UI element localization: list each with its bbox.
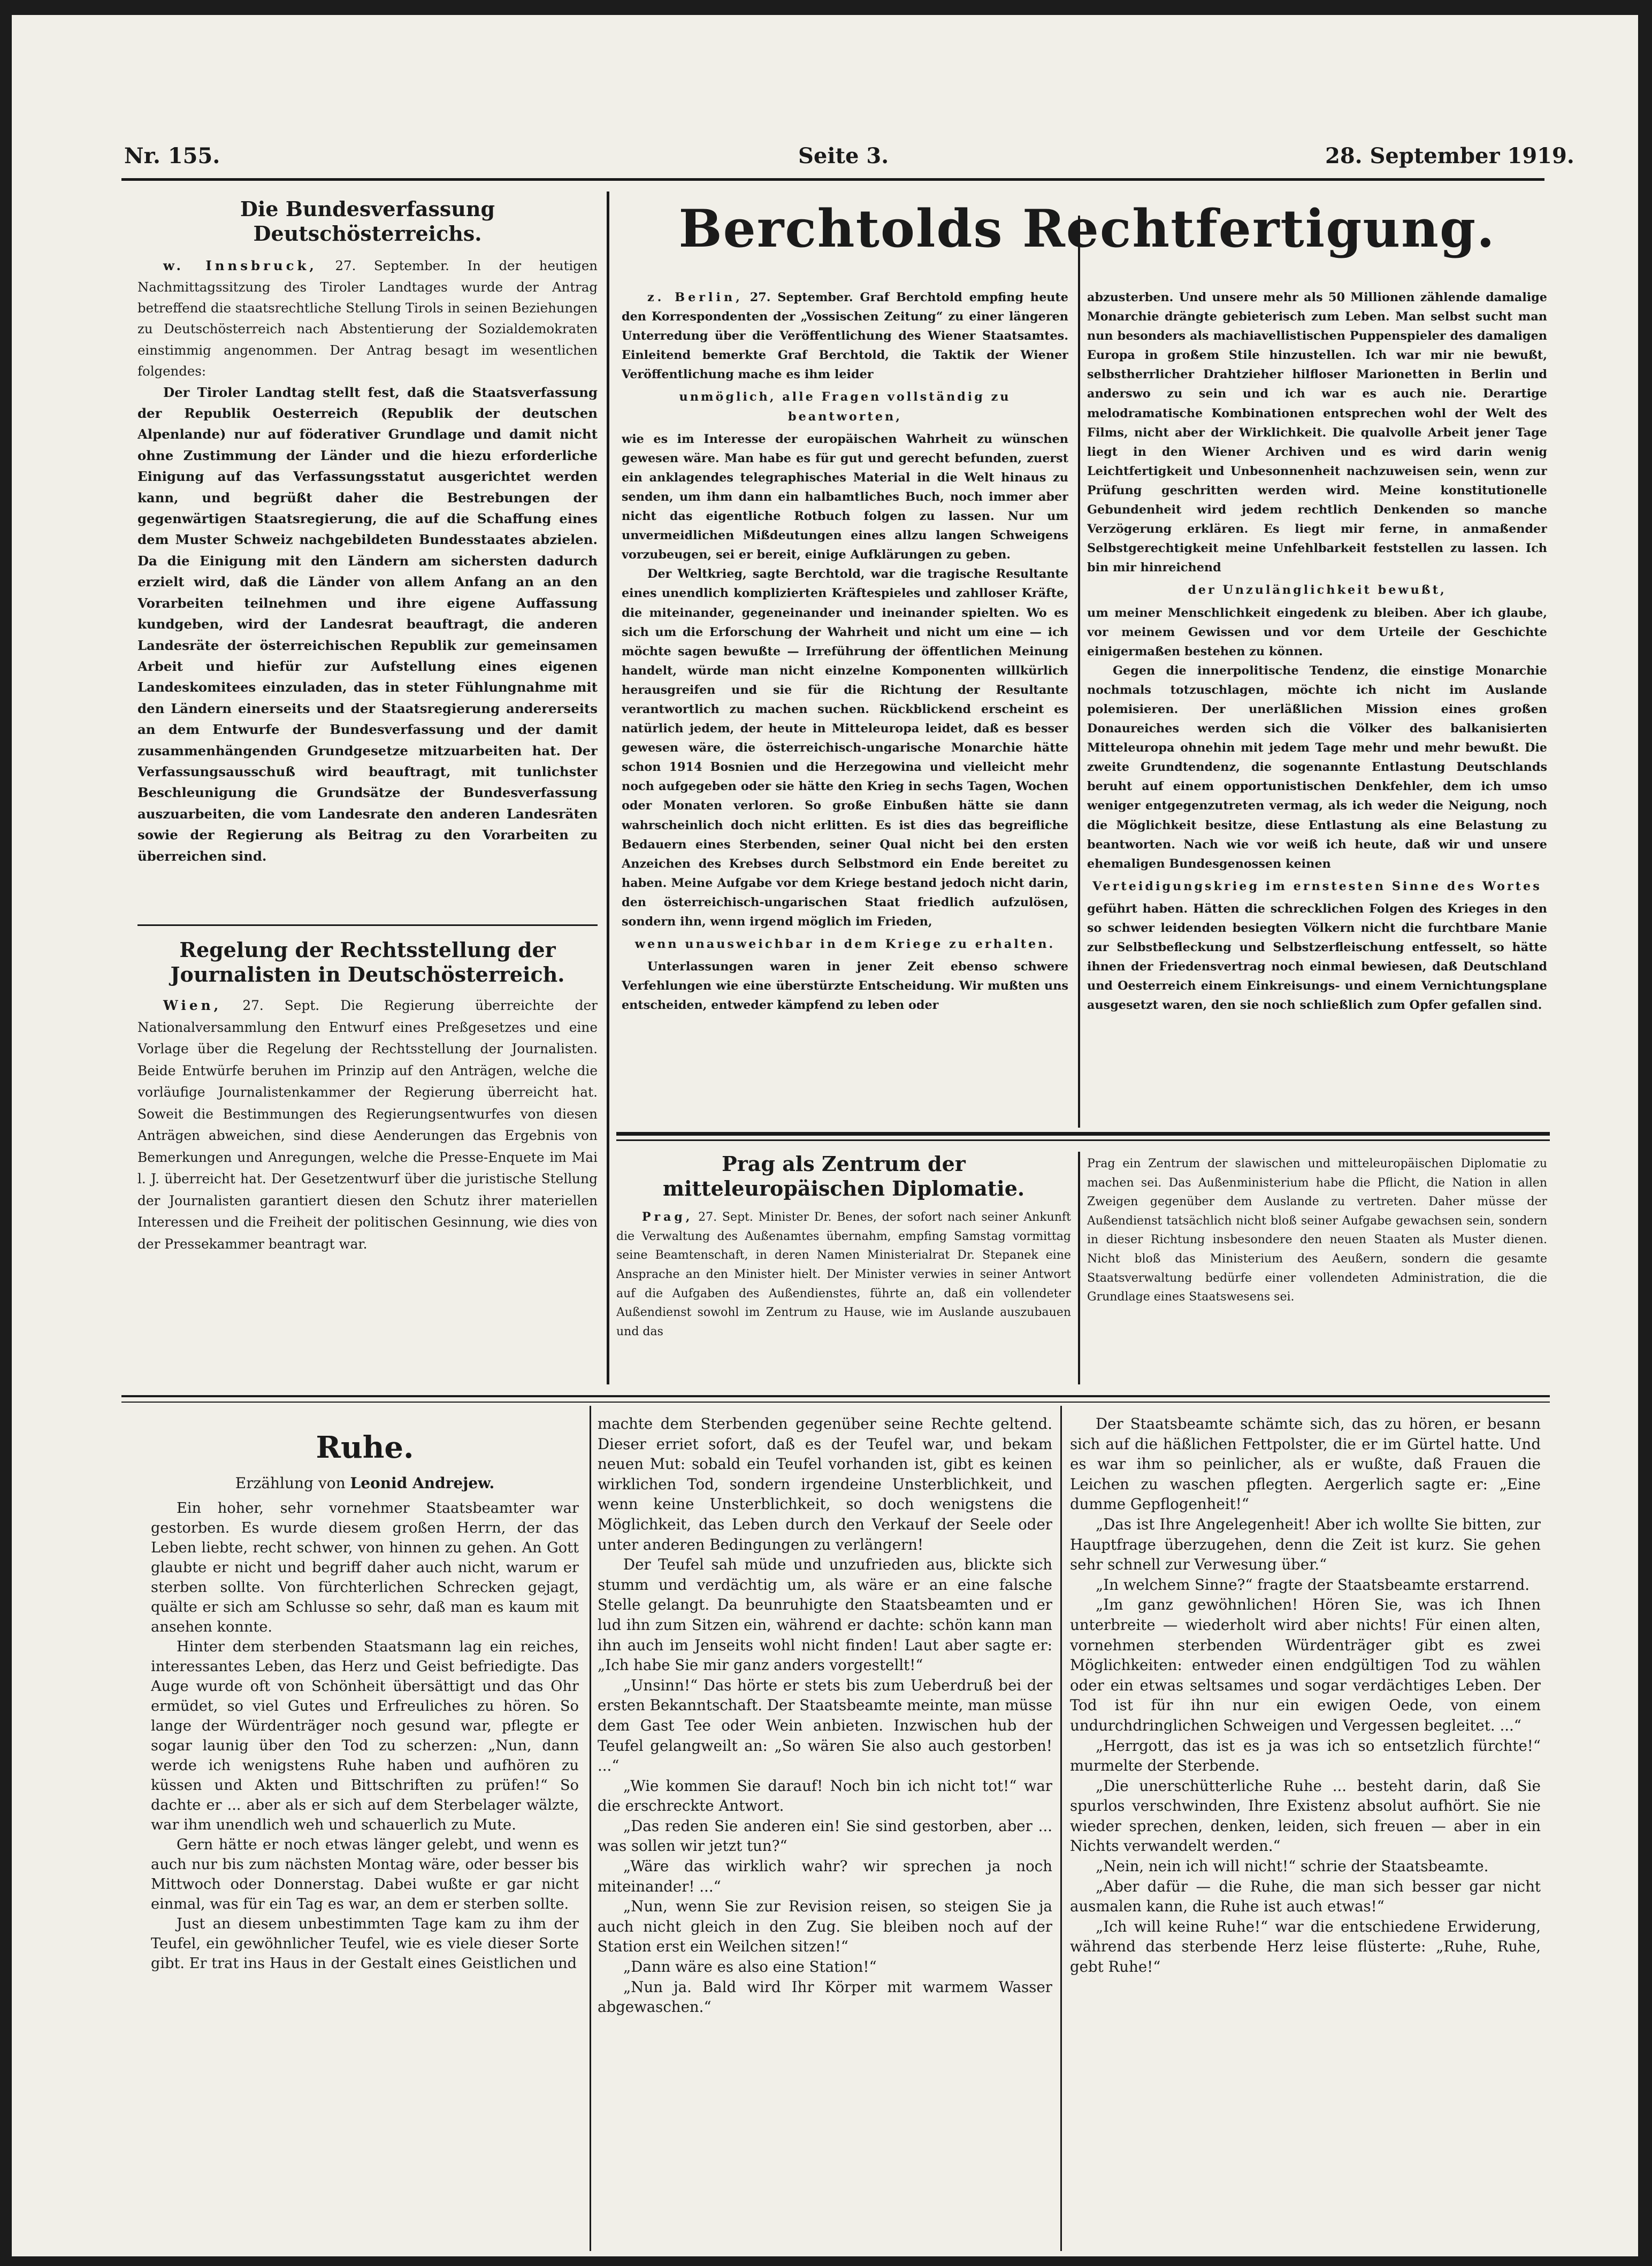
story-body — [151, 1498, 579, 2242]
paragraph: 27. Sept. Minister Dr. Benes, der sofort nach seiner Ankunft die Verwaltung des Außenamtes übernahm, empfing Samstag vormittag seine Beamtenschaft, in deren Namen Ministerialrat Dr. Stepanek eine Ansprache an den Minister hielt. Der Minister verwies in seiner Antwort auf die Aufgaben des Außendienstes, führte an, daß ein vollendeter Außendienst sowohl im Zentrum zu Hause, wie im Auslande auszubauen und das — [616, 1211, 1071, 1338]
article-prag — [616, 1152, 1071, 1379]
emphasis-line: wenn unausweichbar in dem Kriege zu erhalten. — [634, 937, 1056, 952]
paragraph: „Die unerschütterliche Ruhe ... besteht darin, daß Sie spurlos verschwinden, Ihre Existenz absolut aufhört. Sie nie wieder sprechen, denken, leiden, sich freuen — aber in ein Nichts verwandelt werden.“ — [1070, 1777, 1541, 1855]
feuilleton-rule — [121, 1395, 1550, 1397]
article-column — [622, 288, 1068, 1122]
paragraph: Der Weltkrieg, sagte Berchtold, war die tragische Resultante eines unendlich komplizierten Kräftespieles und zahlloser Kräfte, die miteinander, gegeneinander und ineinander spielten. Wo es sich um die Erforschung der Wahrheit und nicht um eine — ich möchte sagen bewußte — Irreführung der öffentlichen Meinung handelt, würde man nicht einzelne Komponenten willkürlich herausgreifen und sie für die Richtung der Resultante verantwortlich zu machen suchen. Rückblickend erscheint es natürlich jedem, der heute in Mitteleuropa leidet, daß es besser gewesen wäre, die österreichisch-ungarische Monarchie hätte schon 1914 Bosnien und die Herzegowina und vielleicht mehr noch aufgegeben oder sie hätte den Krieg in sechs Tagen, Wochen oder Monaten verloren. So große Einbußen hätte sie dann wahrscheinlich doch nicht erlitten. Es ist dies das begreifliche Bedauern eines Sterbenden, seiner Qual nicht bei den ersten Anzeichen des Krebses durch Selbstmord ein Ende bereitet zu haben. Meine Aufgabe vor dem Kriege bestand jedoch nicht darin, den österreichisch-ungarischen Staat friedlich aufzulösen, sondern ihn, wenn irgend möglich im Frieden, — [622, 567, 1068, 929]
byline — [151, 1474, 579, 1492]
article-journalisten — [137, 938, 598, 1337]
paragraph: „Nein, nein ich will nicht!“ schrie der Staatsbeamte. — [1096, 1857, 1489, 1875]
article-title: Berchtolds Rechtfertigung. — [678, 198, 1496, 259]
column-divider — [590, 1406, 591, 2251]
paragraph: „Aber dafür — die Ruhe, die man sich besser gar nicht ausmalen kann, die Ruhe ist auch etwas!“ — [1070, 1877, 1541, 1916]
article-title: Regelung der Rechtsstellung der Journalisten in Deutschösterreich. — [170, 938, 565, 986]
header-rule — [121, 178, 1544, 181]
dateline: w. Innsbruck, — [163, 258, 317, 274]
paragraph: machte dem Sterbenden gegenüber seine Rechte geltend. Dieser erriet sofort, daß es der Teufel war, und bekam neuen Mut: sobald ein Teufel vorhanden ist, gibt es keinen wirklichen Tod, sondern irgendeine Unsterblichkeit, und wenn keine Unsterblichkeit, so doch wenigstens die Möglichkeit, das Leben durch den Verkauf der Seele oder unter anderen Bedingungen zu verlängern! — [598, 1415, 1052, 1553]
article-rule — [137, 924, 598, 926]
issue-number: Nr. 155. — [124, 143, 220, 169]
newspaper-page — [12, 15, 1638, 2256]
paragraph: „Herrgott, das ist es ja was ich so entsetzlich fürchte!“ murmelte der Sterbende. — [1070, 1736, 1541, 1775]
emphasis-line: Verteidigungskrieg im ernstesten Sinne des Wortes — [1092, 879, 1542, 893]
paragraph: Der Teufel sah müde und unzufrieden aus, blickte sich stumm und verdächtig um, als wäre er an eine falsche Stelle gelangt. Da beunruhigte den Staatsbeamten und er lud ihn zum Sitzen ein, während er dachte: schön kann man ihn auch im Jenseits wohl nicht finden! Laut aber sagte er: „Ich habe Sie mir ganz anders vorgestellt!“ — [598, 1556, 1052, 1674]
article-title: Prag als Zentrum der mitteleuropäischen Diplomatie. — [662, 1152, 1025, 1200]
paragraph: Gegen die innerpolitische Tendenz, die einstige Monarchie nochmals totzuschlagen, möchte ich nicht im Auslande polemisieren. Der unerläßlichen Mission eines großen Donaureiches werden sich die Völker des balkanisierten Mitteleuropa ohnehin mit jedem Tage mehr und mehr bewußt. Die zweite Grundtendenz, die sogenannte Entlastung Deutschlands beruht auf einem opportunistischen Denkfehler, dem ich umso weniger entgegenzutreten vermag, als ich weder die Neigung, noch die Möglichkeit besitze, diese Entlastung als eine Belastung zu beantworten. Nach wie vor weiß ich heute, daß wir und unsere ehemaligen Bundesgenossen keinen — [1087, 663, 1547, 871]
paragraph: Unterlassungen waren in jener Zeit ebenso schwere Verfehlungen wie eine überstürzte Entscheidung. Wir mußten uns entscheiden, entweder kämpfend zu leben oder — [622, 960, 1068, 1013]
paragraph: „Im ganz gewöhnlichen! Hören Sie, was ich Ihnen unterbreite — wiederholt wird aber nichts! Für einen alten, vornehmen sterbenden Würdenträger gibt es zwei Möglichkeiten: entweder einen endgültigen Tod zu wählen oder ein etwas seltsames und sogar verdächtiges Leben. Der Tod ist für ihn nur ein ewigen Oede, von einem undurchdringlichen Schweigen und Vergessen begleitet. ...“ — [1070, 1596, 1541, 1734]
article-column — [1087, 288, 1547, 1122]
dateline: z. Berlin, — [647, 290, 743, 304]
feuilleton-rule — [121, 1402, 1550, 1403]
article-title: Die Bundesverfassung Deutschösterreichs. — [240, 197, 495, 246]
article-column — [1087, 1154, 1547, 1379]
column-divider — [1078, 1152, 1080, 1384]
paragraph: „Nun, wenn Sie zur Revision reisen, so steigen Sie ja auch nicht gleich in den Zug. Sie bleiben noch auf der Station erst ein Weilchen sitzen!“ — [598, 1897, 1052, 1956]
story-title: Ruhe. — [316, 1430, 414, 1465]
column-divider — [1078, 216, 1080, 1128]
article-bundesverfassung — [137, 197, 598, 961]
paragraph: geführt haben. Hätten die schrecklichen Folgen des Krieges in den so schwer leidenden besiegten Völkern nicht die furchtbare Manie zur Selbstbefleckung und Selbstzerfleischung entfesselt, so hätte ihnen der Friedensvertrag noch einmal bewiesen, daß Deutschland und Oesterreich einem Einkreisungs- und einem Vernichtungsplane ausgesetzt waren, den sie noch schließlich zum Opfer gefallen sind. — [1087, 901, 1547, 1013]
paragraph: abzusterben. Und unsere mehr als 50 Millionen zählende damalige Monarchie drängte gebieterisch zum Leben. Man selbst sucht man nun besonders als machiavellistischen Puppenspieler des damaligen Europa in großem Stile hinzustellen. Ich war mir nie bewußt, selbstherrlicher Drahtzieher hilfloser Marionetten in Berlin und anderswo zu sein und ich war es auch nie. Derartige melodramatische Kombinationen entsprechen wohl der Welt des Films, nicht aber der Wirklichkeit. Die qualvolle Arbeit jener Tage liegt in den Wiener Archiven und es wird darin wenig Leichtfertigkeit und Unbesonnenheit nachzuweisen sein, wenn zur Prüfung geschritten werden wird. Meine konstitutionelle Gebundenheit wird jedem rechtlich Denkenden so manche Verzögerung erklären. Es liegt mir ferne, in anmaßender Selbstgerechtigkeit meine Unfehlbarkeit feststellen zu lassen. Ich bin mir hinreichend — [1087, 290, 1547, 575]
dateline: Wien, — [163, 998, 222, 1014]
paragraph: 27. September. Graf Berchtold empfing heute den Korrespondenten der „Vossischen Zeitung“ zu einer längeren Unterredung über die Veröffentlichung des Wiener Staatsamtes. Einleitend bemerkte Graf Berchtold, die Taktik der Wiener Veröffentlichung mache es ihm leider — [622, 290, 1068, 382]
paragraph: 27. Sept. Die Regierung überreichte der Nationalversammlung den Entwurf eines Preßgesetzes und eine Vorlage über die Regelung der Rechtsstellung der Journalisten. Beide Entwürfe beruhen im Prinzip auf den Anträgen, welche die vorläufige Journalistenkammer der Regierung überreicht hat. Soweit die Bestimmungen des Regierungsentwurfes von diesen Anträgen abweichen, sind diese Aenderungen das Ergebnis von Bemerkungen und Anregungen, welche die Presse-Enquete im Mai l. J. überreicht hat. Der Gesetzentwurf über die juristische Stellung der Journalisten garantiert diesen den Schutz ihrer materiellen Interessen und die Freiheit der politischen Gesinnung, wie dies von der Pressekammer beantragt war. — [137, 998, 598, 1252]
column-divider — [1060, 1406, 1062, 2251]
paragraph: „Wie kommen Sie darauf! Noch bin ich nicht tot!“ war die erschreckte Antwort. — [598, 1777, 1052, 1815]
paragraph: wie es im Interesse der europäischen Wahrheit zu wünschen gewesen wäre. Man habe es für gut und gerecht befunden, zuerst ein anklagendes telegraphisches Material in die Welt hinaus zu senden, um ihm dann ein halbamtliches Buch, noch immer aber nicht das eigentliche Rotbuch folgen zu lassen. Nur um unvermeidlichen Mißdeutungen eines allzu langen Schweigens vorzubeugen, sei er bereit, einige Aufklärungen zu geben. — [622, 432, 1068, 562]
emphasis-line: der Unzulänglichkeit bewußt, — [1188, 583, 1447, 598]
column-divider — [607, 192, 609, 1384]
paragraph: „Dann wäre es also eine Station!“ — [623, 1958, 877, 1976]
paragraph: „In welchem Sinne?“ fragte der Staatsbeamte erstarrend. — [1096, 1575, 1530, 1594]
page-number: Seite 3. — [798, 143, 889, 169]
paragraph: „Wäre das wirklich wahr? wir sprechen ja noch miteinander! ...“ — [598, 1857, 1052, 1895]
article-body — [137, 255, 598, 961]
byline-label: Erzählung von — [235, 1474, 346, 1492]
paragraph: „Ich will keine Ruhe!“ war die entschiedene Erwiderung, während das sterbende Herz leise flüsterte: „Ruhe, Ruhe, gebt Ruhe!“ — [1070, 1917, 1541, 1976]
paragraph: um meiner Menschlichkeit eingedenk zu bleiben. Aber ich glaube, vor meinem Gewissen und vor dem Urteile der Geschichte einigermaßen bestehen zu können. — [1087, 606, 1547, 659]
article-rule — [616, 1139, 1550, 1141]
emphasis-line: unmöglich, alle Fragen vollständig zu beantworten, — [679, 390, 1011, 424]
article-berchtold — [622, 192, 1552, 266]
dateline: Prag, — [642, 1210, 693, 1224]
paragraph: „Nun ja. Bald wird Ihr Körper mit warmem Wasser abgewaschen.“ — [598, 1978, 1052, 2016]
paragraph: Der Tiroler Landtag stellt fest, daß die Staatsverfassung der Republik Oesterreich (Republik der deutschen Alpenlande) nur auf föderativer Grundlage und damit nicht ohne Zustimmung der Länder und die hiezu erforderliche Einigung auf das Verfassungsstatut ausgerichtet werden kann, und begrüßt daher die Bestrebungen der gegenwärtigen Staatsregierung, die auf die Schaffung eines dem Muster Schweiz nachgebildeten Bundesstaates abzielen. Da die Einigung mit den Ländern am sichersten dadurch erzielt wird, daß die Länder von allem Anfang an an den Vorarbeiten teilnehmen und ihre eigene Auffassung kundgeben, wird der Landesrat beauftragt, die anderen Landesräte der österreichischen Republik zur gemeinsamen Arbeit und hiefür zur Aufstellung eines eigenen Landeskomitees einzuladen, das in steter Fühlungnahme mit den Ländern einerseits und der Staatsregierung andererseits an dem Entwurfe der Bundesverfassung und der damit zusammenhängenden Grundgesetze mitzuarbeiten hat. Der Verfassungsausschuß wird beauftragt, mit tunlichster Beschleunigung die Grundsätze der Bundesverfassung auszuarbeiten, die vom Landesrate den anderen Landesräten sowie der Regierung als Beitrag zu den Vorarbeiten zu überreichen sind. — [137, 384, 598, 864]
feuilleton-column — [151, 1419, 579, 2242]
article-body — [616, 1208, 1071, 1379]
issue-date: 28. September 1919. — [1325, 143, 1574, 169]
paragraph: „Das reden Sie anderen ein! Sie sind gestorben, aber ... was sollen wir jetzt tun?“ — [598, 1817, 1052, 1855]
paragraph: 27. September. In der heutigen Nachmittagssitzung des Tiroler Landtages wurde der Antrag betreffend die staatsrechtliche Stellung Tirols in seinen Beziehungen zu Deutschösterreich nach Abstentierung der Sozialdemokraten einstimmig angenommen. Der Antrag besagt im wesentlichen folgendes: — [137, 258, 598, 379]
feuilleton-column — [598, 1414, 1052, 2248]
paragraph: Gern hätte er noch etwas länger gelebt, und wenn es auch nur bis zum nächsten Montag wäre, oder besser bis Mittwoch oder Donnerstag. Dabei wußte er gar nicht einmal, was für ein Tag es war, an dem er sterben sollte. — [151, 1836, 579, 1913]
paragraph: Ein hoher, sehr vornehmer Staatsbeamter war gestorben. Es wurde diesem großen Herrn, der das Leben liebte, recht schwer, von hinnen zu gehen. An Gott glaubte er nicht und begriff daher auch nicht, warum er sterben sollte. Von fürchterlichen Schrecken gejagt, quälte er sich am Schlusse so sehr, daß man es kaum mit ansehen konnte. — [151, 1500, 579, 1636]
article-rule — [616, 1132, 1550, 1136]
paragraph: Just an diesem unbestimmten Tage kam zu ihm der Teufel, ein gewöhnlicher Teufel, wie es viele dieser Sorte gibt. Er trat ins Haus in der Gestalt eines Geistlichen und — [151, 1916, 579, 1972]
paragraph: „Unsinn!“ Das hörte er stets bis zum Ueberdruß bei der ersten Bekanntschaft. Der Staatsbeamte meinte, man müsse dem Gast Tee oder Wein anbieten. Inzwischen hub der Teufel gelangweilt an: „So wären Sie also auch gestorben! ...“ — [598, 1676, 1052, 1775]
paragraph: Hinter dem sterbenden Staatsmann lag ein reiches, interessantes Leben, das Herz und Geist befriedigte. Das Auge wurde oft von Schönheit übersättigt und das Ohr ermüdet, so viel Gutes und Erfreuliches zu hören. So lange der Würdenträger noch gesund war, pflegte er sogar launig über den Tod zu scherzen: „Nun, dann werde ich wenigstens Ruhe haben und aufhören zu küssen und Akten und Bittschriften zu prüfen!“ So dachte er ... aber als er sich auf dem Sterbelager wälzte, war ihm unendlich weh und schauerlich zu Mute. — [151, 1639, 579, 1834]
feuilleton-column — [1070, 1414, 1541, 2248]
paragraph: „Das ist Ihre Angelegenheit! Aber ich wollte Sie bitten, zur Hauptfrage überzugehen, denn die Zeit ist kurz. Sie gehen sehr schnell zur Verwesung über.“ — [1070, 1515, 1541, 1574]
author-name: Leonid Andrejew. — [350, 1474, 495, 1492]
paragraph: Prag ein Zentrum der slawischen und mitteleuropäischen Diplomatie zu machen sei. Das Außenministerium habe die Pflicht, die Nation in allen Zweigen gegenüber dem Auslande zu vertreten. Daher müsse der Außendienst tatsächlich nicht bloß seiner Aufgabe gewachsen sein, sondern in dieser Richtung insbesondere den neuen Staaten als Muster dienen. Nicht bloß das Ministerium des Aeußern, sondern die gesamte Staatsverwaltung bedürfe einer vollendeten Administration, die die Grundlage eines Staatswesens sei. — [1087, 1157, 1547, 1304]
paragraph: Der Staatsbeamte schämte sich, das zu hören, er besann sich auf die häßlichen Fettpolster, die er im Gürtel hatte. Und es war ihm so peinlicher, als er wußte, daß Frauen die Leichen zu waschen pflegten. Aergerlich sagte er: „Eine dumme Gepflogenheit!“ — [1070, 1415, 1541, 1513]
article-body — [137, 995, 598, 1337]
